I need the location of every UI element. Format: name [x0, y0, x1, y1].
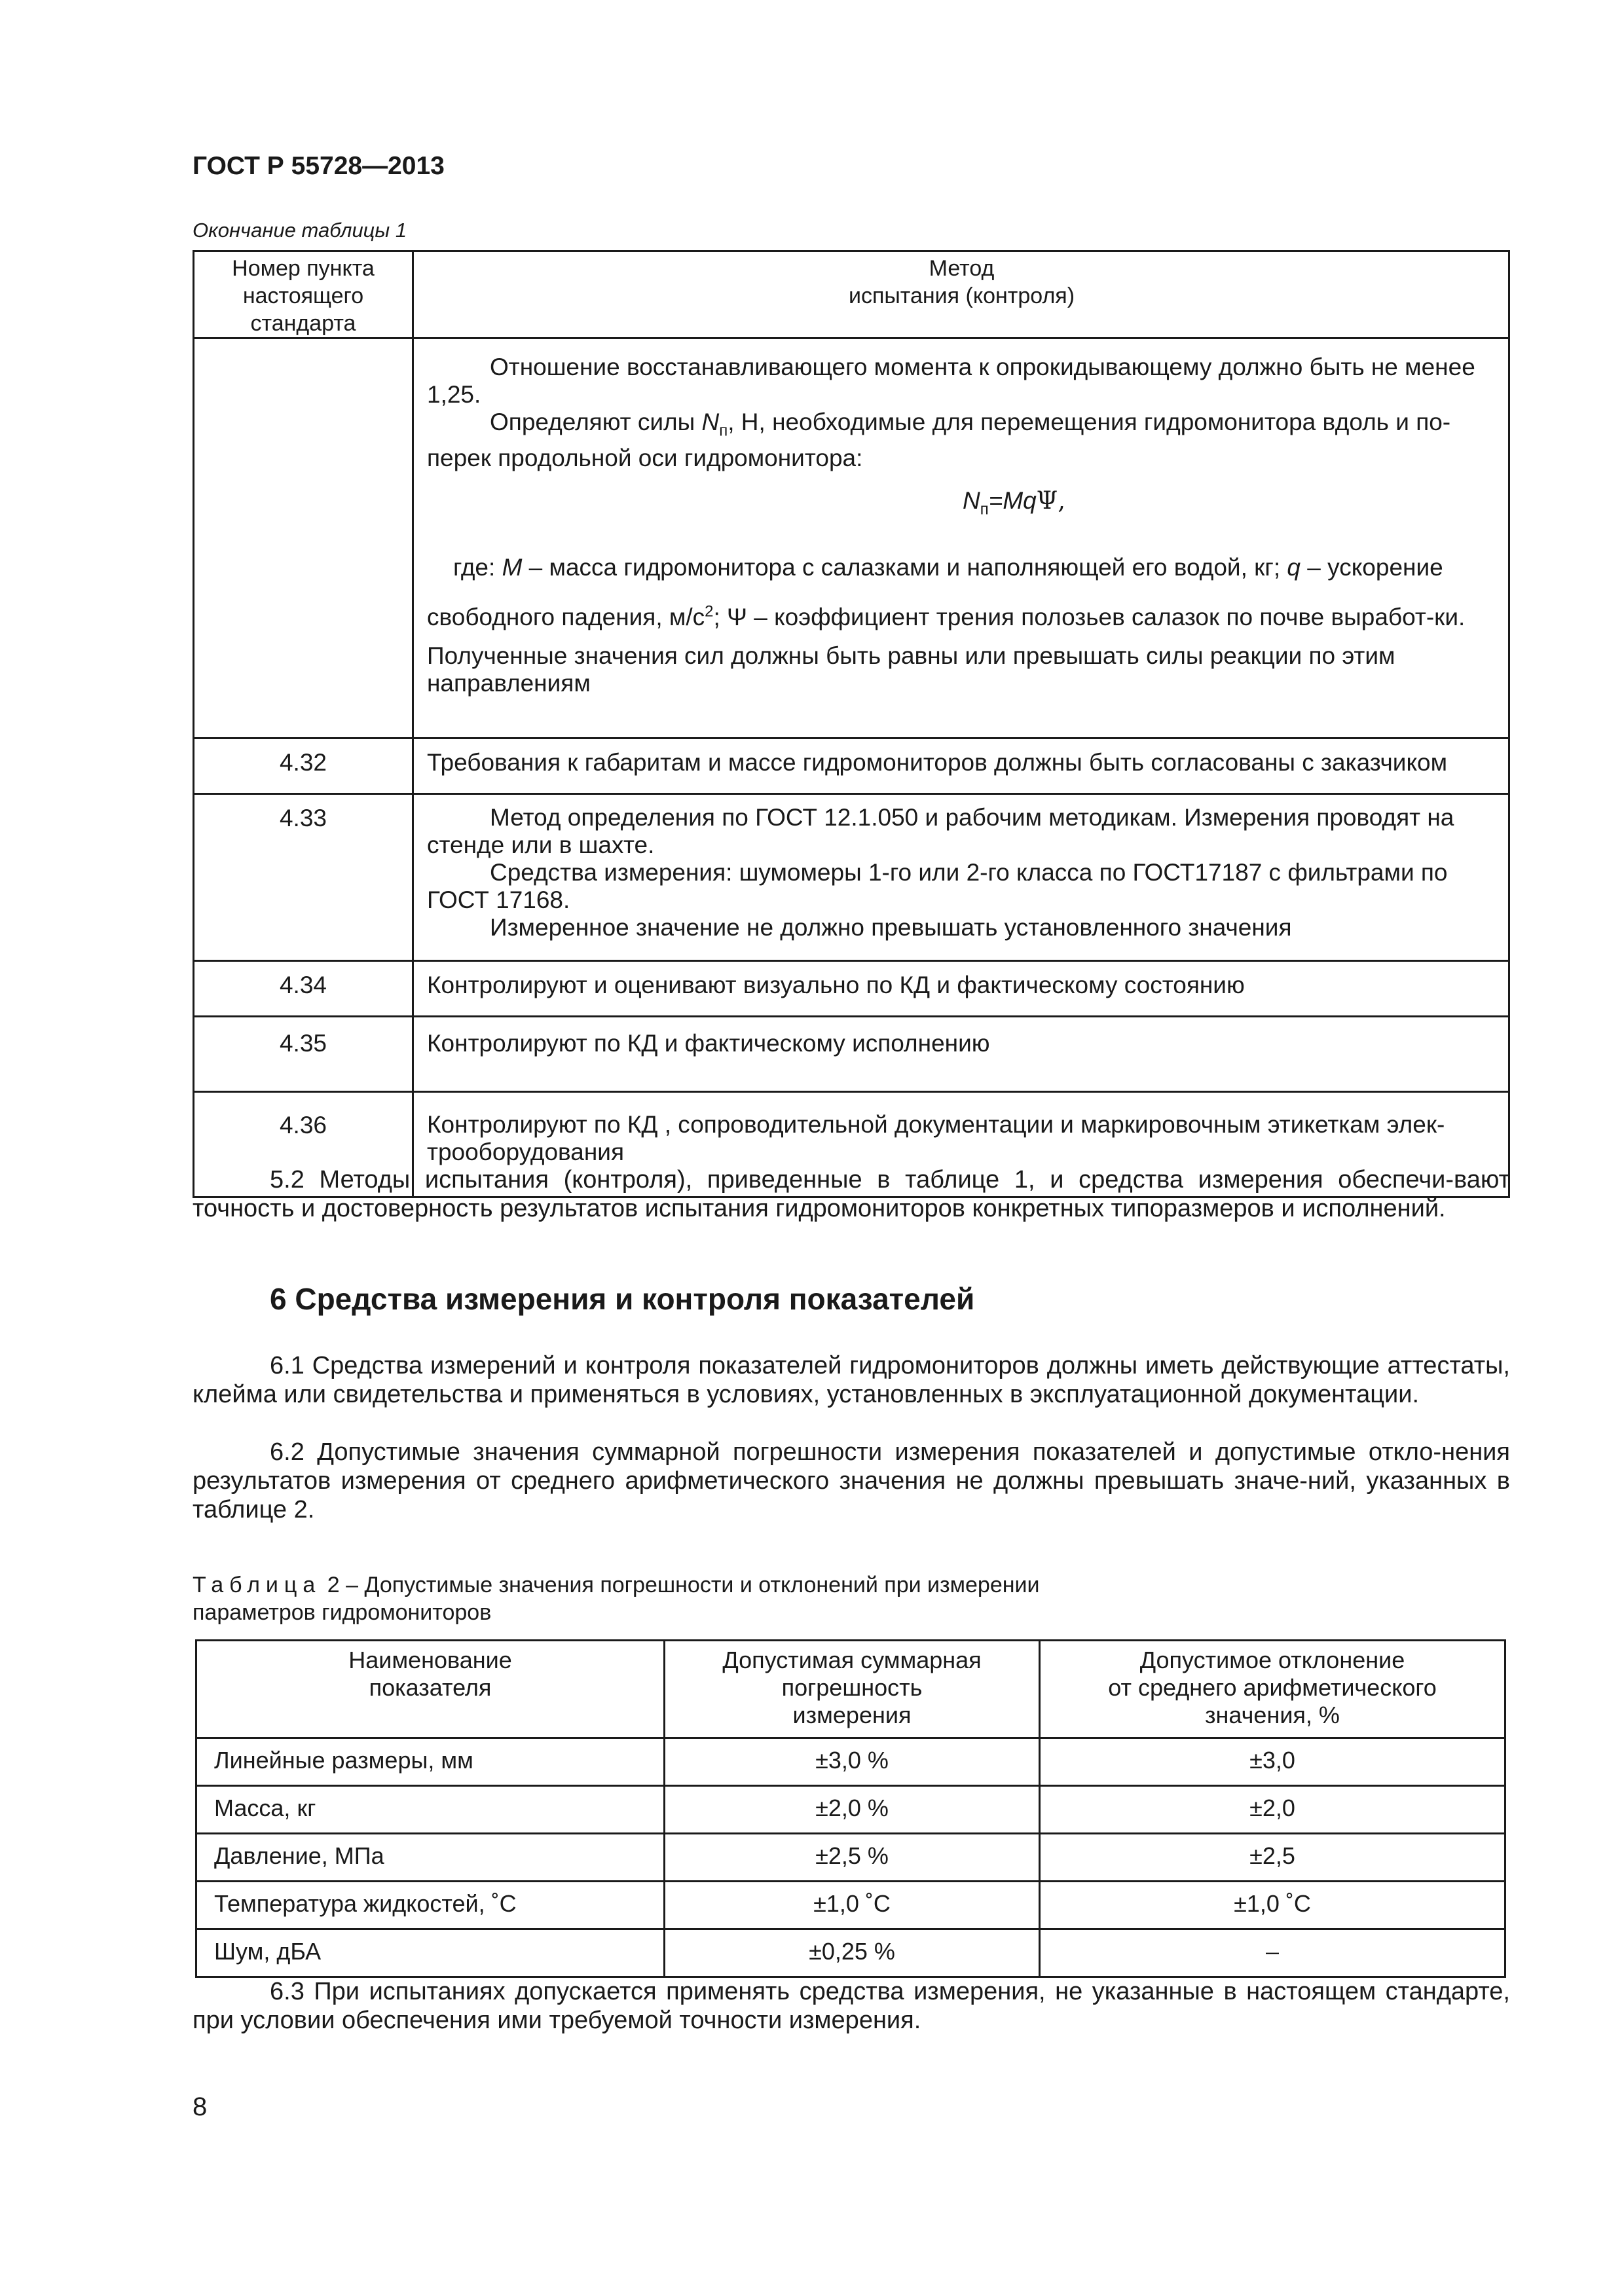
- table1-method-cell: Отношение восстанавливающего момента к опрокидывающему должно быть не менее 1,25. Определяют силы $N_п$, Н, необходимые для перемещения гидромонитора вдоль и по-перек продольной оси гидромонитора: $N_п=Mq\Psi$, где: М – масса гидромонитора с салазками и наполняющей его водой, кг; q – ускорение свободного падения, $м/с^2$; Ψ – коэффициент трения полозьев салазок по почве выработ-ки. Полученные значения сил должны быть равны или превышать силы реакции по этим направлениям: [413, 338, 1509, 738]
- table-row: Масса, кг ±2,0 % ±2,0: [196, 1786, 1505, 1834]
- table2: [195, 1639, 1506, 1978]
- paragraph-6-1: 6.1 Средства измерений и контроля показателей гидромониторов должны иметь действующие аттестаты, клейма или свидетельства и применяться в условиях, установленных в эксплуатационной документации.: [193, 1352, 1510, 1408]
- table2-col3-header: Допустимое отклонение от среднего арифметического значения, %: [1040, 1641, 1505, 1738]
- table2-col2-header: Допустимая суммарная погрешность измерения: [665, 1641, 1040, 1738]
- table-row: Давление, МПа ±2,5 % ±2,5: [196, 1834, 1505, 1882]
- table-row: 4.34 Контролируют и оценивают визуально по КД и фактическому состоянию: [194, 961, 1509, 1017]
- table-row: Шум, дБА ±0,25 % –: [196, 1929, 1505, 1977]
- table-row: 4.32 Требования к габаритам и массе гидромониторов должны быть согласованы с заказчиком: [194, 738, 1509, 794]
- table-row: [194, 338, 1509, 738]
- table-row: Температура жидкостей, ˚С ±1,0 ˚С ±1,0 ˚С: [196, 1882, 1505, 1929]
- table-row: 4.35 Контролируют по КД и фактическому исполнению: [194, 1017, 1509, 1092]
- table1-caption: Окончание таблицы 1: [193, 219, 407, 242]
- paragraph-6-2: 6.2 Допустимые значения суммарной погрешности измерения показателей и допустимые откло-нения результатов измерения от среднего арифметического значения не должны превышать значе-ний, указанных в таблице 2.: [193, 1438, 1510, 1523]
- section-title: 6 Средства измерения и контроля показателей: [270, 1282, 975, 1316]
- table-row: Линейные размеры, мм ±3,0 % ±3,0: [196, 1738, 1505, 1786]
- table1: [193, 250, 1510, 1198]
- table1-header-row: [194, 251, 1509, 338]
- table-row: 4.36 Контролируют по КД , сопроводительной документации и маркировочным этикеткам элек-трооборудования: [194, 1092, 1509, 1197]
- table2-caption: Таблица 2 – Допустимые значения погрешности и отклонений при измерении параметров гидромониторов: [193, 1573, 1040, 1625]
- formula: $N_п=Mq\Psi$,: [963, 486, 1065, 519]
- table1-col2-header: Метод испытания (контроля): [413, 251, 1509, 338]
- paragraph-6-3: 6.3 При испытаниях допускается применять средства измерения, не указанные в настоящем стандарте, при условии обеспечения ими требуемой точности измерения.: [193, 1978, 1510, 2034]
- document-header: ГОСТ Р 55728—2013: [193, 152, 445, 180]
- table-row: 4.33 Метод определения по ГОСТ 12.1.050 и рабочим методикам. Измерения проводят на стенде или в шахте. Средства измерения: шумомеры 1-го или 2-го класса по ГОСТ17187 с фильтрами по ГОСТ 17168. Измеренное значение не должно превышать установленного значения: [194, 794, 1509, 961]
- paragraph-5-2: 5.2 Методы испытания (контроля), приведенные в таблице 1, и средства измерения обеспечи-вают точность и достоверность результатов испытания гидромониторов конкретных типоразмеров и исполнений.: [193, 1166, 1510, 1222]
- table2-col1-header: Наименование показателя: [196, 1641, 665, 1738]
- table2-header-row: [196, 1641, 1505, 1738]
- page-number: 8: [193, 2092, 208, 2121]
- table1-col1-header: Номер пункта настоящего стандарта: [194, 251, 413, 338]
